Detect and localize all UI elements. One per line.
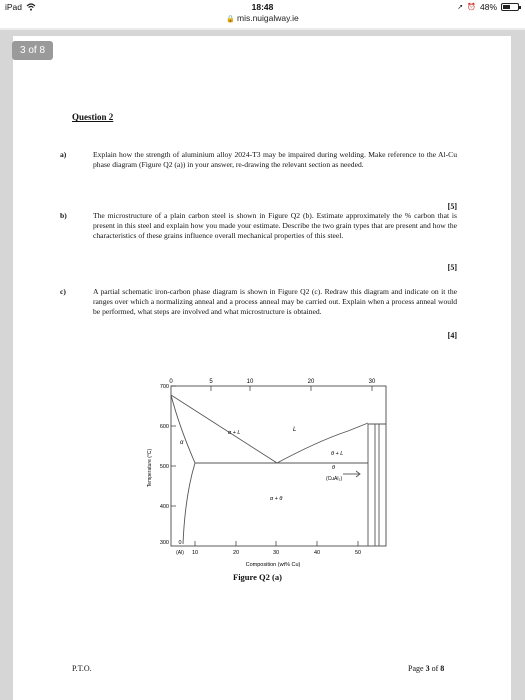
plot-frame	[171, 386, 386, 546]
y-axis-title: Temperature (°C)	[147, 448, 153, 488]
part-letter: b)	[60, 211, 67, 220]
solvus	[183, 463, 195, 544]
liquidus-right	[277, 423, 368, 463]
top-tick-label: 10	[246, 379, 254, 385]
part-marks: [4]	[447, 331, 457, 340]
region-label-theta-plus-L: θ + L	[331, 451, 344, 457]
bottom-tick-label: 0	[178, 540, 182, 546]
question-part-c	[60, 287, 460, 357]
battery-icon	[501, 3, 519, 11]
region-label-cual2: (CuAl₂)	[326, 476, 343, 482]
y-tick-label: 600	[159, 424, 169, 430]
y-tick-label: 500	[159, 464, 169, 470]
question-title: Question 2	[72, 112, 114, 122]
part-marks: [5]	[447, 202, 457, 211]
bottom-tick-label: 20	[232, 550, 240, 556]
top-tick-label: 30	[368, 379, 376, 385]
status-right	[457, 2, 519, 12]
bottom-tick-label: 10	[191, 550, 199, 556]
document-page	[13, 36, 511, 700]
bottom-tick-label: 40	[313, 550, 321, 556]
y-tick-label: 400	[159, 504, 169, 510]
phase-diagram	[143, 376, 393, 576]
part-text: A partial schematic iron-carbon phase diagram is shown in Figure Q2 (c). Redraw this diagram and indicate on it the ranges over which a normalizing anneal and a process anneal may be carried out. Explain when a process anneal would be performed, what steps are involved and what microstructure is obtained.	[93, 287, 457, 316]
device-name: iPad	[5, 2, 23, 12]
region-label-L: L	[293, 427, 297, 433]
footer-page-of: of	[431, 664, 439, 673]
footer-page-total: 8	[440, 664, 445, 673]
footer-page-prefix: Page	[408, 664, 424, 673]
status-time: 18:48	[251, 2, 274, 12]
part-text: Explain how the strength of aluminium alloy 2024-T3 may be impaired during welding. Make reference to the Al-Cu phase diagram (Figure Q2 (a)) in your answer, re-drawing the relevant section as needed.	[93, 150, 457, 169]
solidus	[171, 395, 195, 463]
liquidus-left	[171, 395, 277, 463]
part-text: The microstructure of a plain carbon steel is shown in Figure Q2 (b). Estimate approximately the % carbon that is present in this steel and explain how you made your estimate. Describe the two grain types that are present and how the characteristics of these grains influence overall mechanical properties of this steel.	[93, 211, 457, 240]
question-part-a	[60, 150, 460, 210]
location-icon: ➚	[457, 4, 464, 11]
bottom-tick-label: 30	[272, 550, 280, 556]
region-label-theta: θ	[332, 465, 335, 471]
url-text: mis.nuigalway.ie	[236, 13, 299, 23]
part-letter: a)	[60, 150, 67, 159]
part-marks: [5]	[447, 263, 457, 272]
phase-diagram-figure	[143, 376, 393, 576]
footer-page-num: 3	[425, 664, 430, 673]
bottom-tick-label: 50	[354, 550, 362, 556]
battery-percent: 48%	[479, 2, 497, 12]
page-counter[interactable]: 3 of 8	[12, 41, 53, 60]
url-bar[interactable]	[0, 13, 525, 28]
lock-icon: 🔒	[226, 16, 235, 23]
top-tick-label: 5	[209, 379, 213, 385]
region-label-alpha-plus-theta: α + θ	[270, 496, 283, 502]
battery-fill	[503, 5, 510, 9]
footer-pto: P.T.O.	[72, 664, 92, 673]
y-tick-label: 300	[159, 540, 169, 546]
y-tick-label: 700	[159, 384, 169, 390]
region-label-alpha: α	[180, 440, 184, 446]
figure-caption: Figure Q2 (a)	[233, 572, 282, 582]
x-axis-title: Composition (wt% Cu)	[245, 562, 301, 568]
region-label-alpha-plus-L: α + L	[228, 430, 241, 436]
top-tick-label: 20	[307, 379, 315, 385]
footer-page-number	[408, 664, 444, 673]
top-tick-label: 0	[169, 379, 173, 385]
part-letter: c)	[60, 287, 66, 296]
alarm-icon: ⏰	[467, 4, 476, 11]
phase-boundaries	[171, 395, 386, 546]
status-bar	[0, 0, 525, 13]
question-part-b	[60, 211, 460, 281]
bottom-zero-label: (Al)	[176, 550, 184, 556]
